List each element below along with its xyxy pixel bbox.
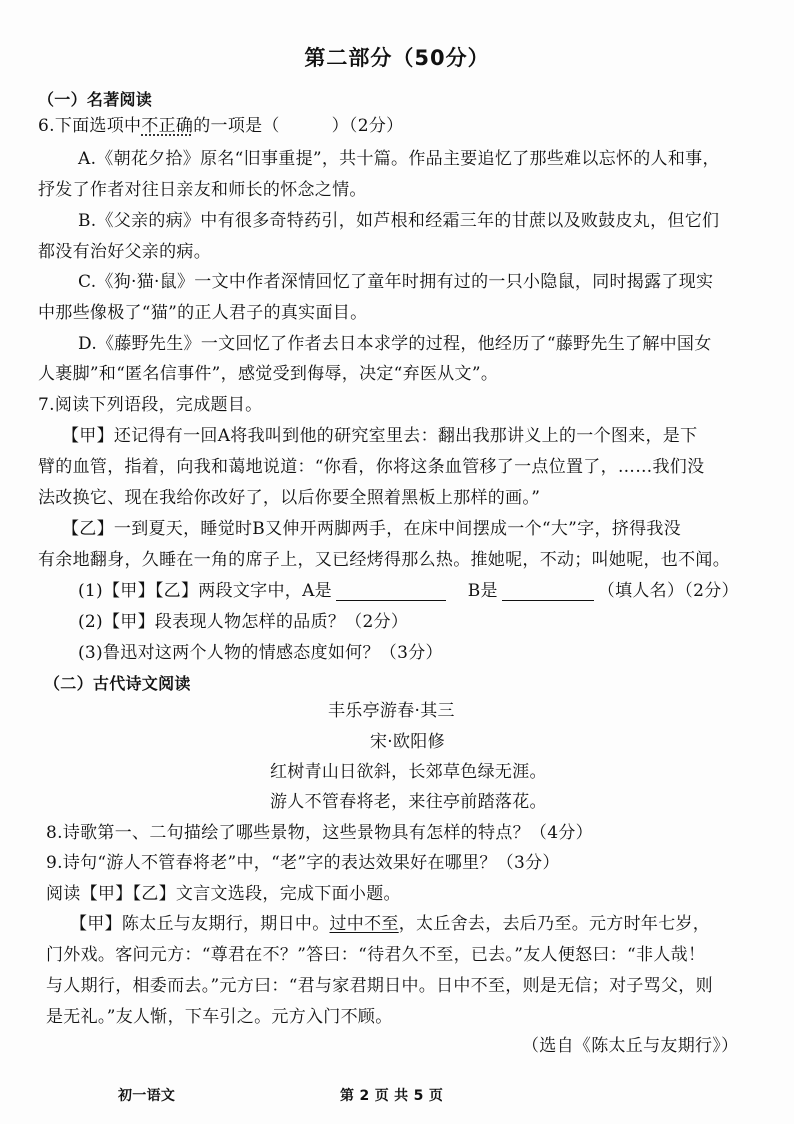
q6-option-b-line2: 都没有治好父亲的病。 <box>38 242 211 262</box>
q7-jia-line2: 臂的血管，指着，向我和蔼地说道：“你看，你将这条血管移了一点位置了，……我们没 <box>38 457 705 477</box>
q7-jia-line3: 法改换它、现在我给你改好了，以后你要全照着黑板上那样的画。” <box>38 488 541 508</box>
passage-line-2: 门外戏。客问元方：“尊君在不？”答曰：“待君久不至，已去。”友人便怒曰：“非人哉！ <box>46 945 706 965</box>
q7-sub2: (2)【甲】段表现人物怎样的品质？（2分） <box>78 612 409 632</box>
q6-stem-part-b: 的一项是（ ）（2分） <box>193 116 404 136</box>
passage-source: （选自《陈太丘与友期行》） <box>522 1036 739 1056</box>
footer-subject: 初一语文 <box>118 1088 176 1104</box>
q7-yi-line1: 【乙】一到夏天，睡觉时B又伸开两脚两手，在床中间摆成一个“大”字，挤得我没 <box>62 519 681 539</box>
q6-option-c-line2: 中那些像极了“猫”的正人君子的真实面目。 <box>38 303 368 323</box>
q6-option-c-line1: C.《狗·猫·鼠》一文中作者深情回忆了童年时拥有过的一只小隐鼠，同时揭露了现实 <box>78 272 714 292</box>
q7-sub1 <box>78 581 739 601</box>
footer-page-number: 第 2 页 共 5 页 <box>340 1088 444 1104</box>
poem-line-1: 红树青山日欲斜，长郊草色绿无涯。 <box>270 762 547 782</box>
question-7-stem: 7.阅读下列语段，完成题目。 <box>38 395 263 415</box>
q7-sub1-mid: B是 <box>467 581 498 601</box>
answer-blank-b[interactable] <box>502 584 594 601</box>
page-title: 第二部分（50分） <box>304 46 490 70</box>
passage-line-1 <box>70 914 710 934</box>
poem-line-2: 游人不管春将老，来往亭前踏落花。 <box>270 792 547 812</box>
q7-sub3: (3)鲁迅对这两个人物的情感态度如何？（3分） <box>78 643 443 663</box>
q7-sub1-prefix: (1)【甲】【乙】两段文字中，A是 <box>78 581 332 601</box>
passage-line-1-a: 【甲】陈太丘与友期行，期日中。 <box>70 914 330 934</box>
q6-stem-part-a: 6.下面选项中 <box>38 116 142 136</box>
q7-jia-line1: 【甲】还记得有一回A将我叫到他的研究室里去：翻出我那讲义上的一个图来，是下 <box>62 426 698 446</box>
passage-line-1-b: ，太丘舍去，去后乃至。元方时年七岁， <box>398 914 711 934</box>
reading-intro: 阅读【甲】【乙】文言文选段，完成下面小题。 <box>46 884 401 904</box>
q6-stem-emphasis: 不正确 <box>141 116 194 136</box>
section-heading-ancient-poetry: （二）古代诗文阅读 <box>44 674 191 693</box>
q7-sub1-suffix: （填人名）（2分） <box>597 581 739 601</box>
passage-line-3: 与人期行，相委而去。”元方曰：“君与家君期日中。日中不至，则是无信；对子骂父，则 <box>46 976 713 996</box>
passage-underlined-phrase: 过中不至 <box>329 914 399 934</box>
q6-option-a-line2: 抒发了作者对往日亲友和师长的怀念之情。 <box>38 180 367 200</box>
q7-yi-line2: 有余地翻身，久睡在一角的席子上，又已经烤得那么热。推她呢，不动；叫她呢，也不闻。 <box>38 550 730 570</box>
poem-author: 宋·欧阳修 <box>370 732 445 752</box>
question-6-stem <box>38 116 403 136</box>
question-8: 8.诗歌第一、二句描绘了哪些景物，这些景物具有怎样的特点？（4分） <box>46 823 593 843</box>
question-9: 9.诗句“游人不管春将老”中，“老”字的表达效果好在哪里？（3分） <box>46 853 560 873</box>
q6-option-d-line2: 人裹脚”和“匿名信事件”，感觉受到侮辱，决定“弃医从文”。 <box>38 364 499 384</box>
q6-option-d-line1: D.《藤野先生》一文回忆了作者去日本求学的过程，他经历了“藤野先生了解中国女 <box>78 334 712 354</box>
answer-blank-a[interactable] <box>336 584 446 601</box>
q6-option-b-line1: B.《父亲的病》中有很多奇特药引，如芦根和经霜三年的甘蔗以及败鼓皮丸，但它们 <box>78 211 720 231</box>
section-heading-classics: （一）名著阅读 <box>38 90 153 109</box>
q6-option-a-line1: A.《朝花夕拾》原名“旧事重提”，共十篇。作品主要追忆了那些难以忘怀的人和事， <box>78 149 720 169</box>
poem-title: 丰乐亭游春·其三 <box>328 701 455 721</box>
passage-line-4: 是无礼。”友人惭，下车引之。元方入门不顾。 <box>46 1007 393 1027</box>
